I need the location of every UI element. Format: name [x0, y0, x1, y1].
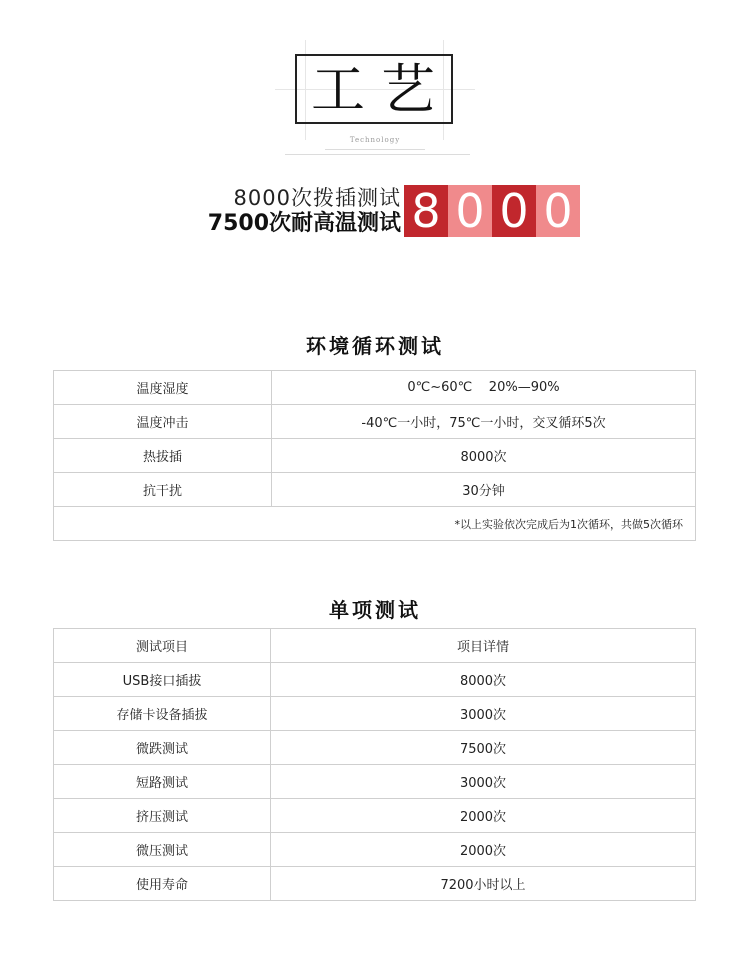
cycle-note: *以上实验依次完成后为1次循环，共做5次循环: [54, 507, 696, 541]
row-value: 0℃~60℃ 20%—90%: [272, 371, 696, 405]
row-value: 8000次: [271, 663, 696, 697]
row-value: 7200小时以上: [271, 867, 696, 901]
single-test-table: [53, 628, 696, 901]
logo-frame: [295, 54, 453, 124]
test-headline: [0, 185, 750, 240]
table-row: [54, 833, 696, 867]
table-row: [54, 663, 696, 697]
table-note-row: [54, 507, 696, 541]
row-label: 微压测试: [54, 833, 271, 867]
headline-line-2: 7500次耐高温测试: [207, 211, 401, 236]
table-row: [54, 799, 696, 833]
counter-digit: 8: [404, 185, 448, 237]
env-test-table: [53, 370, 696, 541]
row-value: 7500次: [271, 731, 696, 765]
row-value: -40℃一小时，75℃一小时，交叉循环5次: [272, 405, 696, 439]
table-row: [54, 371, 696, 405]
digit-counter: [404, 185, 580, 237]
row-label: 使用寿命: [54, 867, 271, 901]
row-label: USB接口插拔: [54, 663, 271, 697]
table-row: [54, 731, 696, 765]
env-section-title: 环境循环测试: [306, 334, 444, 358]
logo-title: 工艺: [311, 58, 451, 121]
logo-decor-line: [325, 149, 425, 150]
column-header: 项目详情: [271, 629, 696, 663]
row-label: 温度湿度: [54, 371, 272, 405]
row-value: 2000次: [271, 799, 696, 833]
table-row: [54, 405, 696, 439]
counter-digit: 0: [448, 185, 492, 237]
row-value: 2000次: [271, 833, 696, 867]
single-section-title: 单项测试: [329, 598, 421, 622]
table-row: [54, 473, 696, 507]
table-row: [54, 765, 696, 799]
row-label: 温度冲击: [54, 405, 272, 439]
logo-decor-line: [285, 154, 470, 155]
row-label: 微跌测试: [54, 731, 271, 765]
table-header-row: [54, 629, 696, 663]
row-label: 挤压测试: [54, 799, 271, 833]
table-row: [54, 867, 696, 901]
counter-digit: 0: [536, 185, 580, 237]
logo-subtitle: Technology: [349, 136, 401, 144]
row-label: 短路测试: [54, 765, 271, 799]
column-header: 测试项目: [54, 629, 271, 663]
headline-line-1: 8000次拨插测试: [233, 186, 401, 210]
counter-digit: 0: [492, 185, 536, 237]
logo-block: [0, 0, 750, 165]
row-value: 8000次: [272, 439, 696, 473]
table-row: [54, 439, 696, 473]
table-row: [54, 697, 696, 731]
row-label: 热拔插: [54, 439, 272, 473]
row-label: 存储卡设备插拔: [54, 697, 271, 731]
row-value: 3000次: [271, 765, 696, 799]
row-label: 抗干扰: [54, 473, 272, 507]
row-value: 3000次: [271, 697, 696, 731]
row-value: 30分钟: [272, 473, 696, 507]
